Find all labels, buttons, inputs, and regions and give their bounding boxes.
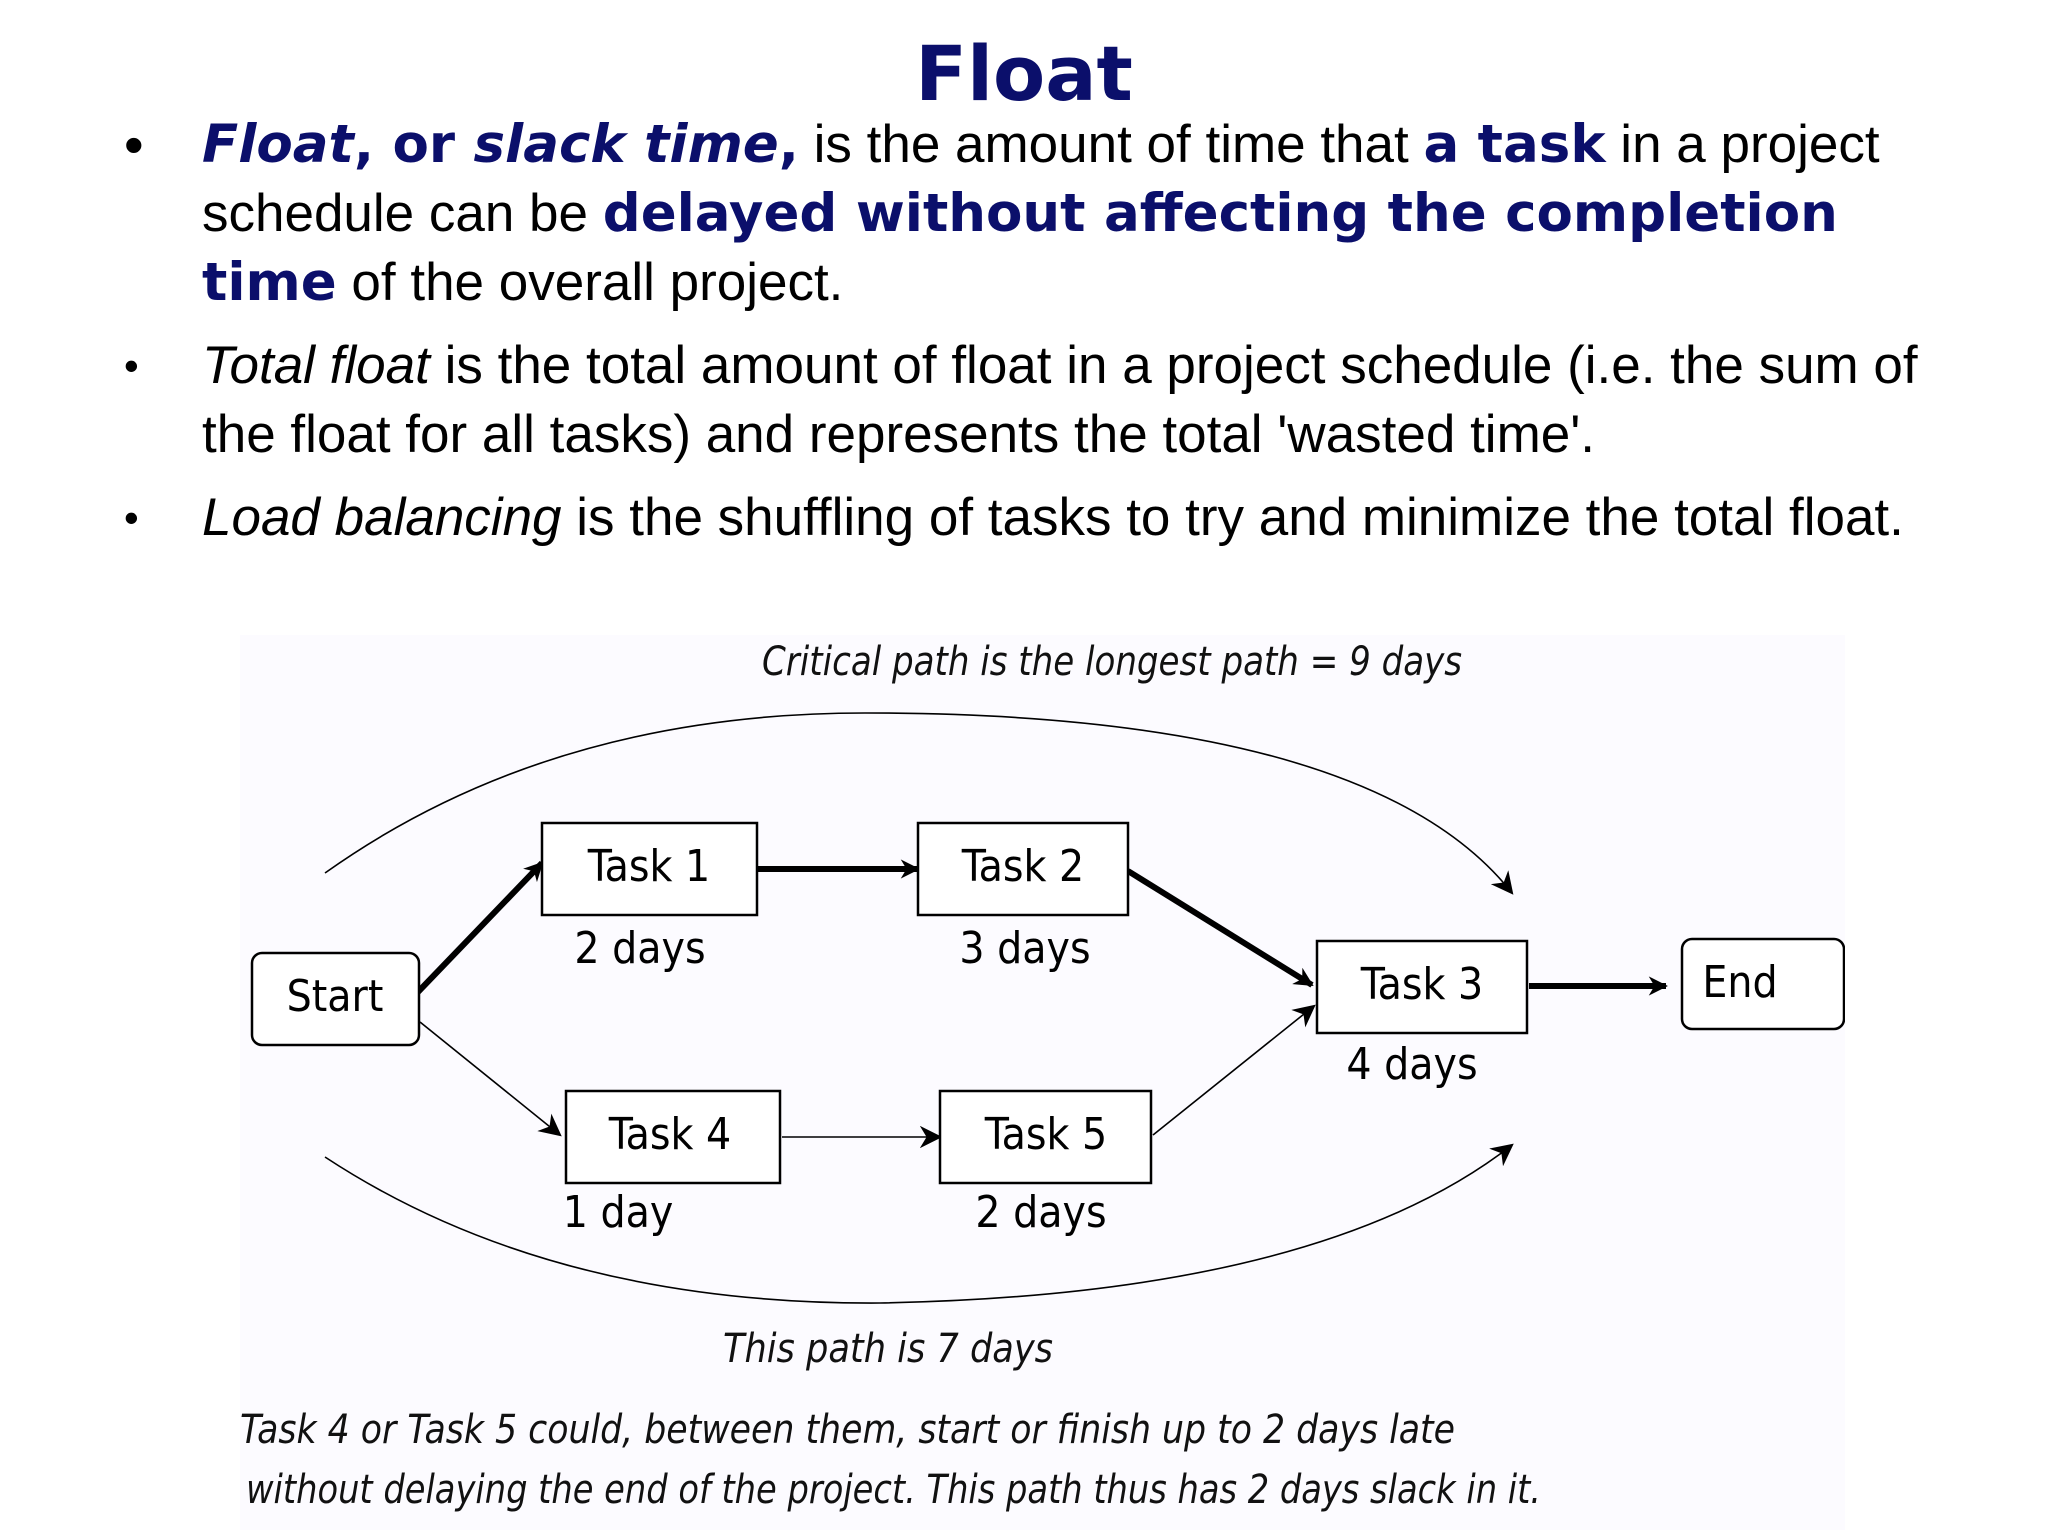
bullet-load-balancing (0, 483, 2048, 552)
short-path-arc (325, 1145, 1512, 1303)
node-label: Start (286, 971, 384, 1022)
node-label: End (1702, 957, 1778, 1008)
node-duration: 2 days (574, 923, 706, 974)
network-diagram-svg (240, 635, 1845, 1530)
bullet-text (202, 336, 1918, 464)
node-label: Task 3 (1360, 959, 1484, 1010)
bullet-dot-icon: • (124, 342, 139, 389)
bullet-dot-icon: • (124, 494, 139, 541)
text-run: Total float (202, 336, 430, 395)
bullet-text (202, 115, 1880, 312)
slack-note-line-2: without delaying the end of the project. This path thus has 2 days slack in it. (246, 1467, 1541, 1513)
bullet-text (202, 488, 1904, 547)
text-run: is the shuffling of tasks to try and minimize the total float. (561, 488, 1904, 547)
node-end (1682, 939, 1844, 1029)
node-task1 (542, 823, 757, 974)
text-run: Load balancing (202, 488, 562, 547)
text-run: a task (1423, 114, 1606, 175)
node-label: Task 5 (984, 1109, 1108, 1160)
network-diagram (240, 635, 1845, 1530)
node-task4 (563, 1091, 780, 1238)
edge-task2-task3 (1128, 871, 1312, 985)
text-run: is the total amount of float in a project schedule (i.e. the sum of the float for all tasks) and represents the total 'wasted time'. (202, 336, 1918, 464)
slack-note-line-1: Task 4 or Task 5 could, between them, start or finish up to 2 days late (240, 1407, 1455, 1453)
node-label: Task 2 (961, 841, 1085, 892)
node-start (252, 953, 419, 1045)
bullet-dot-icon: • (124, 113, 144, 176)
text-run: of the overall project. (336, 253, 844, 312)
node-task5 (940, 1091, 1151, 1238)
short-path-caption: This path is 7 days (723, 1326, 1054, 1372)
slide-title: Float (915, 29, 1133, 118)
node-duration: 3 days (959, 923, 1091, 974)
text-run: , or (353, 114, 474, 175)
bullet-float-definition (0, 110, 2048, 317)
node-task2 (918, 823, 1128, 974)
edge-task5-task3 (1153, 1006, 1314, 1135)
node-duration: 1 day (562, 1187, 674, 1238)
bullet-list (0, 110, 2048, 552)
critical-path-caption: Critical path is the longest path = 9 days (762, 639, 1463, 685)
edge-start-task4 (420, 1022, 560, 1135)
text-run: , (778, 114, 799, 175)
edge-start-task1 (418, 863, 542, 992)
text-run: is the amount of time that (798, 115, 1424, 174)
node-duration: 2 days (975, 1187, 1107, 1238)
text-run: delayed without affecting the completion time (202, 183, 1838, 313)
text-run: in a project schedule can be (202, 115, 1880, 243)
node-duration: 4 days (1346, 1039, 1478, 1090)
node-label: Task 4 (608, 1109, 732, 1160)
text-run: slack time (473, 114, 779, 175)
bullet-total-float (0, 331, 2048, 469)
node-label: Task 1 (587, 841, 711, 892)
text-run: Float (202, 114, 354, 175)
node-task3 (1317, 941, 1527, 1090)
